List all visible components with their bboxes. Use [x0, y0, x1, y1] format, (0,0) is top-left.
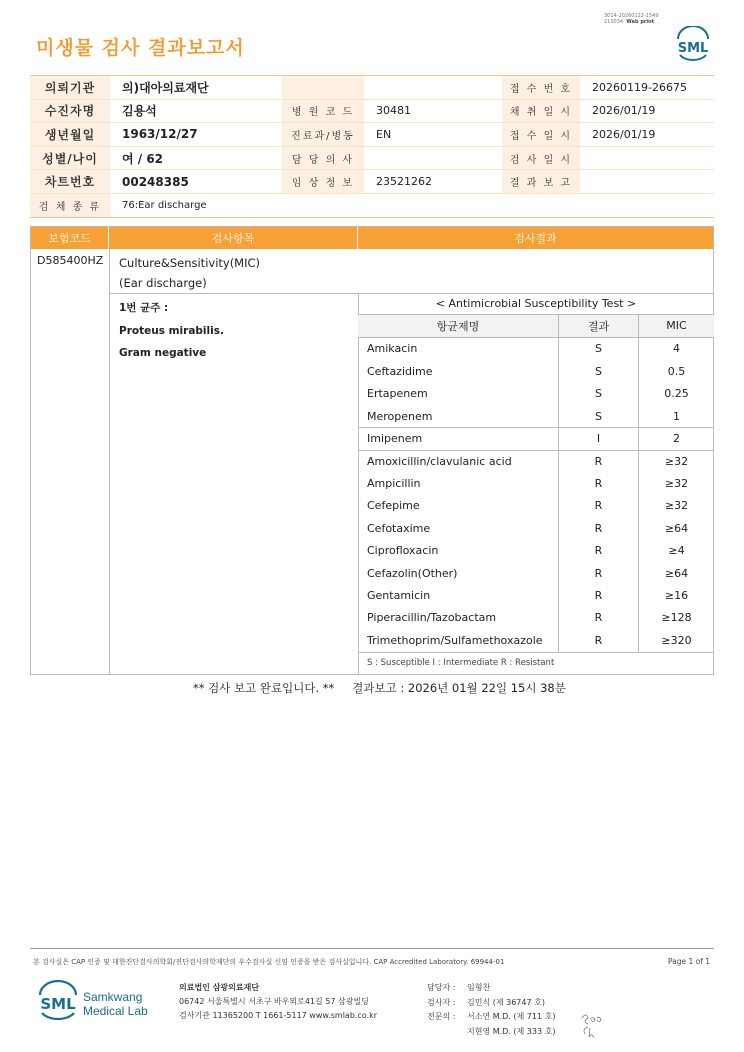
info-label: 진료과/병동	[282, 123, 364, 146]
info-row	[30, 123, 714, 147]
ast-row	[358, 584, 714, 606]
drug-name: Amoxicillin/clavulanic acid	[367, 454, 512, 468]
info-row-specimen	[30, 194, 714, 218]
info-value	[580, 147, 714, 170]
ast-row	[358, 562, 714, 584]
susceptibility-result: S	[558, 382, 638, 404]
info-label: 접 수 일 시	[502, 123, 580, 146]
footer-divider	[30, 948, 714, 949]
ast-row	[358, 629, 714, 651]
specimen-value: 76:Ear discharge	[122, 199, 207, 211]
staff-name: 김민식 (제 36747 호)	[467, 997, 545, 1007]
drug-name: Piperacillin/Tazobactam	[367, 611, 497, 625]
mic-value: ≥64	[638, 562, 714, 584]
info-value: 20260119-26675	[592, 80, 687, 94]
info-label: 의뢰기관	[30, 76, 110, 99]
info-value	[364, 147, 502, 170]
ast-header-result: 결과	[558, 315, 638, 337]
test-name-line2: (Ear discharge)	[119, 276, 207, 290]
mic-value: ≥4	[638, 539, 714, 561]
organism-name: Proteus mirabilis.	[119, 324, 224, 337]
gram-stain: Gram negative	[119, 347, 207, 359]
staff-name: 서소연 M.D. (제 711 호)	[467, 1012, 556, 1021]
ast-row	[358, 539, 714, 561]
ast-row	[358, 450, 714, 472]
sml-logo-icon	[670, 26, 716, 62]
staff-name: 지현영 M.D. (제 333 호)	[467, 1026, 556, 1036]
staff-row	[427, 981, 555, 996]
info-label: 병 원 코 드	[282, 100, 364, 123]
info-label: 수진자명	[30, 100, 110, 123]
signature-icon	[578, 1008, 608, 1040]
drug-name: Ampicillin	[367, 476, 421, 490]
staff-row	[427, 1025, 555, 1040]
drug-name: Ceftazidime	[367, 364, 433, 378]
ast-header-row	[358, 315, 714, 338]
staff-row	[427, 1010, 555, 1025]
drug-name: Ciprofloxacin	[367, 544, 439, 558]
mic-value: 2	[638, 428, 714, 449]
ast-row	[358, 405, 714, 427]
ast-row	[358, 338, 714, 360]
info-value: EN	[376, 127, 392, 141]
info-label: 결 과 보 고	[502, 170, 580, 193]
ast-title: < Antimicrobial Susceptibility Test >	[358, 293, 714, 315]
info-value	[580, 170, 714, 193]
info-value: 김용석	[122, 104, 157, 119]
ast-row	[358, 472, 714, 494]
mic-value: ≥32	[638, 451, 714, 472]
samkwang-logo-icon	[36, 980, 156, 1026]
info-value: 00248385	[122, 174, 189, 189]
susceptibility-result: S	[558, 338, 638, 360]
logo-name-line1: Samkwang	[83, 990, 143, 1004]
info-row	[30, 100, 714, 124]
results-header-row	[31, 227, 713, 249]
drug-name: Meropenem	[367, 409, 433, 423]
susceptibility-result: S	[558, 405, 638, 427]
staff-role	[427, 1025, 467, 1040]
results-table	[30, 226, 714, 675]
drug-name: Amikacin	[367, 342, 418, 356]
info-label: 임 상 정 보	[282, 170, 364, 193]
info-row	[30, 170, 714, 194]
susceptibility-result: R	[558, 517, 638, 539]
test-name-line1: Culture&Sensitivity(MIC)	[119, 256, 261, 270]
ast-row	[358, 382, 714, 404]
info-value: 23521262	[376, 175, 432, 189]
susceptibility-result: R	[558, 495, 638, 517]
mic-value: 4	[638, 338, 714, 360]
report-title: 미생물 검사 결과보고서	[36, 37, 245, 59]
ast-row	[358, 360, 714, 382]
completion-line	[193, 680, 584, 696]
susceptibility-result: R	[558, 607, 638, 629]
info-label: 접 수 번 호	[502, 76, 580, 99]
ast-header-drug: 항균제명	[436, 319, 480, 333]
susceptibility-result: R	[558, 562, 638, 584]
susceptibility-result: R	[558, 629, 638, 651]
mic-value: ≥128	[638, 607, 714, 629]
print-label: Web print	[626, 19, 655, 25]
patient-info-table	[30, 75, 714, 218]
insurance-code: D585400HZ	[37, 254, 104, 267]
footer-logo-text: SML	[40, 995, 76, 1013]
mic-value: 0.25	[638, 382, 714, 404]
info-label: 성별/나이	[30, 147, 110, 170]
susceptibility-result: R	[558, 584, 638, 606]
staff-role: 전문의 :	[427, 1012, 456, 1021]
susceptibility-result: R	[558, 451, 638, 472]
ast-legend: S : Susceptible I : Intermediate R : Resistant	[358, 652, 714, 674]
susceptibility-result: R	[558, 539, 638, 561]
completion-text: ** 검사 보고 완료입니다. **	[193, 681, 335, 695]
org-info	[179, 981, 377, 1023]
drug-name: Gentamicin	[367, 589, 431, 603]
info-label: 담 당 의 사	[282, 147, 364, 170]
mic-value: ≥320	[638, 629, 714, 651]
info-value	[364, 76, 502, 99]
staff-name: 임형찬	[467, 983, 491, 992]
ast-header-mic: MIC	[638, 315, 714, 337]
accreditation-note: 본 검사실은 CAP 인증 및 대한진단검사의학회/진단검사의학재단의 우수검사실 신임 인증을 받은 검사실입니다. CAP Accredited Laboratory. 69944-01	[33, 958, 505, 966]
info-value: 30481	[376, 104, 411, 118]
print-code-line1: 3014-20260122-1549	[604, 13, 659, 19]
staff-list	[427, 981, 555, 1039]
drug-name: Ertapenem	[367, 387, 428, 401]
info-value: 여 / 62	[122, 151, 164, 166]
test-name	[119, 253, 260, 293]
ast-row	[358, 495, 714, 517]
susceptibility-result: R	[558, 472, 638, 494]
info-value: 의)대아의료재단	[122, 80, 209, 95]
mic-value: ≥64	[638, 517, 714, 539]
info-value: 2026/01/19	[592, 127, 656, 141]
organism-label: 1번 균주 :	[119, 302, 169, 314]
drug-name: Imipenem	[367, 432, 423, 446]
info-label	[282, 76, 364, 99]
info-value: 2026/01/19	[592, 104, 656, 118]
info-label: 생년월일	[30, 123, 110, 146]
drug-name: Cefotaxime	[367, 521, 431, 535]
page-number: Page 1 of 1	[668, 957, 711, 966]
info-label: 채 취 일 시	[502, 100, 580, 123]
mic-value: 1	[638, 405, 714, 427]
staff-role: 검사자 :	[427, 997, 456, 1007]
divider	[109, 249, 110, 675]
col-header-result: 검사결과	[514, 232, 557, 245]
specimen-label: 검 체 종 류	[30, 194, 110, 217]
staff-role: 담당자 :	[427, 983, 456, 992]
info-value: 1963/12/27	[122, 127, 198, 142]
drug-name: Trimethoprim/Sulfamethoxazole	[367, 633, 543, 647]
report-time: 결과보고 : 2026년 01월 22일 15시 38분	[352, 681, 566, 695]
ast-row	[358, 427, 714, 449]
org-contact: 검사기관 11365200 T 1661-5117 www.smlab.co.kr	[179, 1011, 378, 1020]
ast-row	[358, 607, 714, 629]
sml-logo-text: SML	[677, 41, 709, 56]
mic-value: ≥32	[638, 495, 714, 517]
org-address: 06742 서울특별시 서초구 바우뫼로41길 57 삼광빌딩	[179, 997, 369, 1006]
col-header-item: 검사항목	[109, 227, 358, 249]
mic-value: 0.5	[638, 360, 714, 382]
info-label: 검 사 일 시	[502, 147, 580, 170]
ast-rows	[358, 338, 714, 652]
info-row	[30, 147, 714, 171]
print-code-line2: 210034	[604, 19, 624, 25]
print-code	[604, 13, 659, 25]
drug-name: Cefepime	[367, 499, 420, 513]
susceptibility-result: I	[558, 428, 638, 449]
mic-value: ≥16	[638, 584, 714, 606]
mic-value: ≥32	[638, 472, 714, 494]
info-label: 차트번호	[30, 170, 110, 193]
info-row	[30, 76, 714, 100]
ast-row	[358, 517, 714, 539]
organism-info	[119, 297, 224, 365]
col-header-code: 보험코드	[31, 227, 109, 249]
logo-name-line2: Medical Lab	[83, 1004, 148, 1018]
susceptibility-result: S	[558, 360, 638, 382]
staff-row	[427, 996, 555, 1011]
org-name: 의료법인 삼광의료재단	[179, 983, 260, 992]
drug-name: Cefazolin(Other)	[367, 566, 458, 580]
ast-table	[358, 293, 714, 674]
